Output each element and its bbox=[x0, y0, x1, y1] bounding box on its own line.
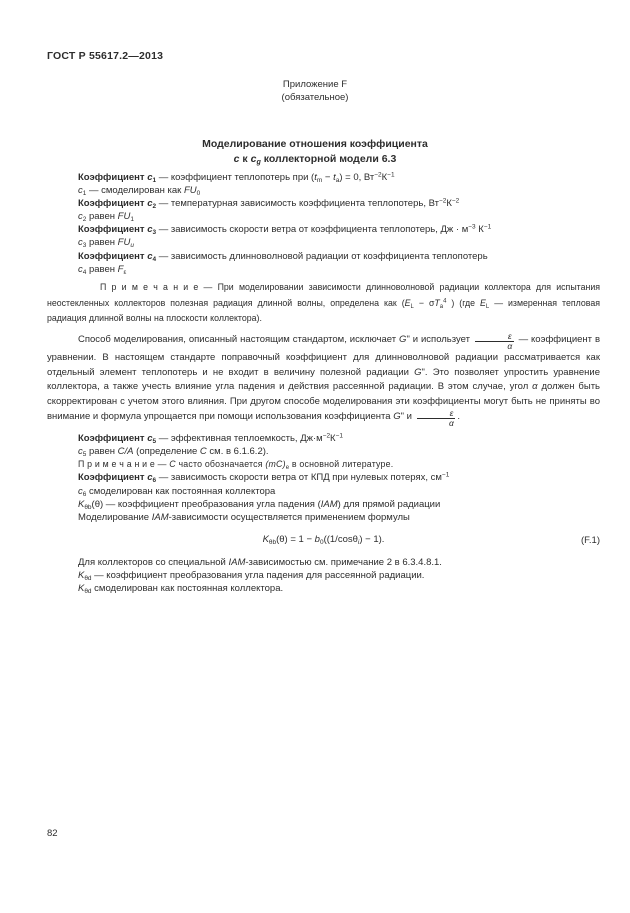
annex-name: Приложение F bbox=[282, 79, 348, 90]
annex-kind: (обязательное) bbox=[281, 92, 349, 103]
coef-c1-def-line: Коэффициент $c_1$ — коэффициент теплопотерь при $(t_m - t_a) = 0$, $Вт^{-2}К^{-1}$ bbox=[78, 171, 395, 184]
kthetad-model-line: $K_{\theta d}$ смоделирован как постоянная коллектора. bbox=[78, 583, 284, 596]
note-capacity: П р и м е ч а н и е — C часто обозначается $(mC)_e$ в основной литературе. bbox=[78, 459, 394, 472]
formula-f1-number: (F.1) bbox=[581, 534, 600, 546]
coef-c6-model-line: $c_6$ смоделирован как постоянная коллектора bbox=[78, 485, 276, 498]
section-title bbox=[0, 137, 630, 167]
coef-c4-value-line: $c_4$ равен $F_\varepsilon$ bbox=[78, 263, 127, 276]
doc-number: ГОСТ Р 55617.2—2013 bbox=[47, 50, 164, 62]
iam-intro-line: Моделирование IAM-зависимости осуществляется применением формулы bbox=[78, 511, 410, 523]
note-longwave: П р и м е ч а н и е — При моделировании зависимости длинноволновой радиации коллектора для испытания неостекленных коллекторов полезная радиация длинной волны, определена как ($E_L - \sigma T_a^4$ ) (где $E_L$ — измеренная тепловая радиация длинной волны на плоскости коллектора). bbox=[47, 281, 600, 324]
coef-c4-def-line: Коэффициент $c_4$ — зависимость длинноволновой радиации от коэффициента теплопотерь bbox=[78, 250, 488, 263]
page-number: 82 bbox=[47, 828, 58, 839]
formula-f1-expression: $K_{\theta b}(\theta) = 1 - b_0((1/\cos\theta_i) - 1)$. bbox=[262, 533, 385, 546]
title-line-1: Моделирование отношения коэффициента bbox=[202, 138, 428, 150]
coef-c5-value-line: $c_5$ равен C/A (определение C см. в 6.1.6.2). bbox=[78, 446, 269, 459]
kthetab-def-line: $K_{\theta b}(\theta)$ — коэффициент преобразования угла падения (IAM) для прямой радиации bbox=[78, 498, 441, 511]
annex-heading bbox=[0, 78, 630, 104]
coef-c2-def-line: Коэффициент $c_2$ — температурная зависимость коэффициента теплопотерь, $Вт^{-2}К^{-2}$ bbox=[78, 197, 460, 211]
formula-f1-row bbox=[47, 533, 600, 546]
coef-c5-def-line: Коэффициент $c_5$ — эффективная теплоемкость, $Дж\cdot м^{-2}К^{-1}$ bbox=[78, 432, 343, 446]
document-body bbox=[47, 171, 600, 595]
coef-c6-def-line: Коэффициент $c_6$ — зависимость скорости ветра от КПД при нулевых потерях, $см^{-1}$ bbox=[78, 471, 450, 485]
coef-c1-model-line: $c_1$ — смоделирован как $FU_0$ bbox=[78, 185, 201, 198]
para-special-iam: Для коллекторов со специальной IAM-зависимостью см. примечание 2 в 6.3.4.8.1. bbox=[78, 556, 442, 568]
kthetad-def-line: $K_{\theta d}$ — коэффициент преобразования угла падения для рассеянной радиации. bbox=[78, 570, 425, 583]
title-line-2: с к cg коллекторной модели 6.3 bbox=[233, 153, 397, 166]
coef-c3-value-line: $c_3$ равен $FU_u$ bbox=[78, 237, 134, 250]
coef-c3-def-line: Коэффициент $c_3$ — зависимость скорости ветра от коэффициента теплопотерь, Дж · $м^{-3}$ $К^{-1}$ bbox=[78, 223, 492, 237]
para-modeling-method: Способ моделирования, описанный настоящим стандартом, исключает G" и использует $\frac{\varepsilon}{\alpha}$ — коэффициент в уравнении. В настоящем стандарте поправочный коэффициент для длинноволновой радиации рассматривается как отдельный элемент теплопотерь и не входит в величину полезной радиации G". Это позволяет упростить уравнение коллектора, а также учесть влияние угла падения и действия рассеянной радиации. В этом случае, угол α должен быть скорректирован с учетом этого влияния. При другом способе моделирования эти коэффициенты могут быть не приняты во внимание и формула упрощается при помощи использования коэффициента G" и $\frac{\varepsilon}{\alpha}$ . bbox=[47, 331, 601, 429]
coef-c2-value-line: $c_2$ равен $FU_1$ bbox=[78, 211, 134, 224]
